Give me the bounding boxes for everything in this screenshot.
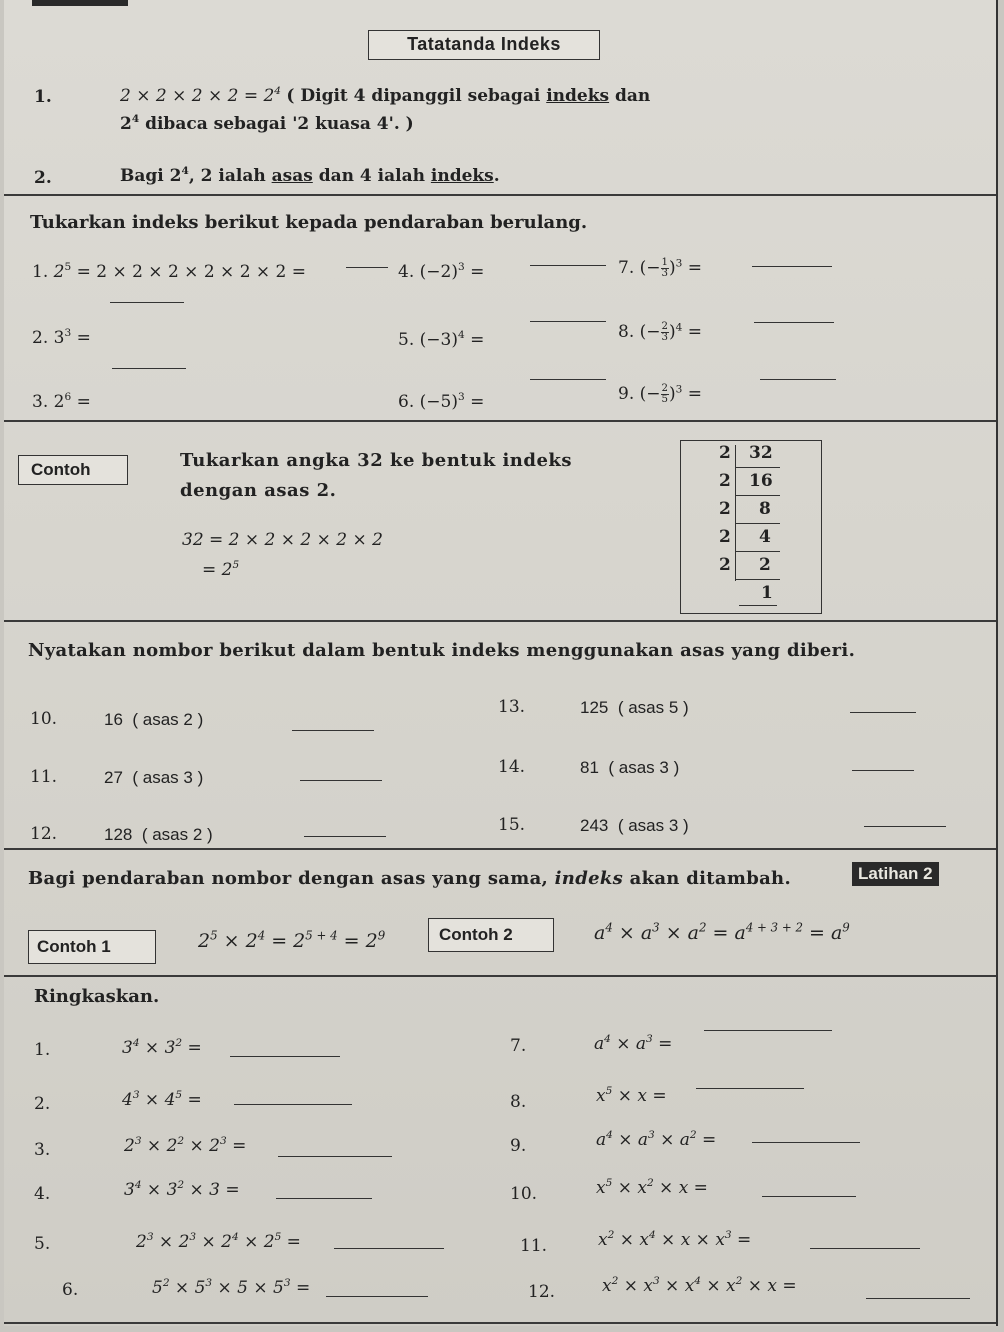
quotient: 32 [749, 443, 773, 463]
s3-num-2: 2. [34, 1094, 51, 1114]
s3-num-8: 8. [510, 1092, 527, 1112]
s3-expr-8: $x^5 \times x$ = [596, 1085, 667, 1106]
s2-item-15: 15. [498, 815, 526, 835]
answer-line[interactable] [304, 836, 386, 837]
answer-line[interactable] [234, 1104, 352, 1105]
section1-instruction: Tukarkan indeks berikut kepada pendaraban berulang. [30, 212, 588, 233]
worksheet-page [4, 0, 998, 1326]
s3-num-6: 6. [62, 1280, 79, 1300]
s3-expr-2: $4^3 \times 4^5$ = [122, 1089, 202, 1110]
example-text-2: dengan asas 2. [180, 480, 337, 501]
example-label: Contoh [31, 460, 91, 479]
s3-expr-1: $3^4 \times 3^2$ = [122, 1037, 202, 1058]
division-rule [736, 495, 780, 496]
division-bar [735, 445, 736, 581]
s1-item-5: 5. $(-3)^4$ = [398, 329, 485, 350]
divisor: 2 [719, 555, 731, 575]
example-eq-2: = $2^5$ [202, 559, 240, 580]
s1-item-1: 1. $2^5 = 2 \times 2 \times 2 \times 2 \times 2 \times 2$ = [32, 261, 307, 282]
division-rule [736, 579, 780, 580]
latihan-badge: Latihan 2 [852, 862, 939, 886]
s1-item-9: 9. (− $\frac{2}{5}$ )$^3$ = [618, 383, 702, 406]
quotient: 4 [759, 527, 771, 547]
divider [4, 1322, 996, 1324]
page-title: Tatatanda Indeks [407, 34, 561, 54]
divisor: 2 [719, 443, 731, 463]
answer-line[interactable] [752, 1142, 860, 1143]
s1-item-3: 3. $2^6$ = [32, 391, 91, 412]
answer-line[interactable] [754, 322, 834, 323]
top-edge-mark [32, 0, 128, 6]
s2-item-11: 11. [30, 767, 58, 787]
answer-line[interactable] [530, 379, 606, 380]
s3-expr-5: $2^3 \times 2^3 \times 2^4 \times 2^5$ = [136, 1231, 301, 1252]
quotient: 16 [749, 471, 773, 491]
s2-item-13-value: 125 ( asas 5 ) [580, 698, 689, 717]
s3-num-9: 9. [510, 1136, 527, 1156]
divisor: 2 [719, 471, 731, 491]
answer-line[interactable] [866, 1298, 970, 1299]
s3-num-11: 11. [520, 1236, 548, 1256]
example-label-box [18, 455, 128, 485]
intro-line-1: $2 \times 2 \times 2 \times 2 = 2^4$ ( Digit 4 dipanggil sebagai indeks dan [120, 85, 651, 106]
s2-item-12-value: 128 ( asas 2 ) [104, 825, 213, 844]
intro-line-2: $2^4$ dibaca sebagai '2 kuasa 4'. ) [120, 113, 414, 134]
s2-item-10: 10. [30, 709, 58, 729]
divisor: 2 [719, 527, 731, 547]
s3-expr-4: $3^4 \times 3^2 \times 3$ = [124, 1179, 240, 1200]
s2-item-15-value: 243 ( asas 3 ) [580, 816, 689, 835]
example-eq-1: 32 = 2 × 2 × 2 × 2 × 2 [182, 530, 383, 550]
answer-line[interactable] [278, 1156, 392, 1157]
contoh1-box [28, 930, 156, 964]
section2-instruction: Nyatakan nombor berikut dalam bentuk indeks menggunakan asas yang diberi. [28, 640, 856, 661]
s3-expr-12: $x^2 \times x^3 \times x^4 \times x^2 \times x$ = [602, 1275, 797, 1296]
s1-item-8: 8. (− $\frac{2}{3}$ )$^4$ = [618, 321, 702, 344]
answer-line[interactable] [760, 379, 836, 380]
division-rule [736, 467, 780, 468]
intro-note: ( Digit 4 dipanggil sebagai [286, 86, 547, 106]
answer-line[interactable] [696, 1088, 804, 1089]
s1-item-4: 4. $(-2)^3$ = [398, 261, 485, 282]
division-rule [736, 551, 780, 552]
s3-num-3: 3. [34, 1140, 51, 1160]
answer-line[interactable] [530, 321, 606, 322]
example-text-1: Tukarkan angka 32 ke bentuk indeks [180, 450, 573, 471]
contoh2-expr: $a^4 \times a^3 \times a^2 = a^{4 + 3 + 2} = a^9$ [594, 920, 850, 944]
s2-item-14-value: 81 ( asas 3 ) [580, 758, 680, 777]
answer-line[interactable] [110, 302, 184, 303]
s3-expr-3: $2^3 \times 2^2 \times 2^3$ = [124, 1135, 247, 1156]
s3-num-7: 7. [510, 1036, 527, 1056]
division-ladder [680, 440, 822, 614]
s3-num-5: 5. [34, 1234, 51, 1254]
quotient: 2 [759, 555, 771, 575]
answer-line[interactable] [530, 265, 606, 266]
contoh1-expr: $2^5 \times 2^4 = 2^{5 + 4} = 2^9$ [198, 928, 386, 952]
quotient: 8 [759, 499, 771, 519]
answer-line[interactable] [112, 368, 186, 369]
answer-line[interactable] [300, 780, 382, 781]
divider [4, 420, 996, 422]
s3-expr-6: $5^2 \times 5^3 \times 5 \times 5^3$ = [152, 1277, 311, 1298]
answer-line[interactable] [850, 712, 916, 713]
title-box [368, 30, 600, 60]
divider [4, 194, 996, 196]
division-rule [739, 605, 777, 606]
intro-num-1: 1. [34, 87, 52, 107]
divisor: 2 [719, 499, 731, 519]
contoh2-label: Contoh 2 [439, 925, 513, 944]
answer-line[interactable] [334, 1248, 444, 1249]
s3-num-12: 12. [528, 1282, 556, 1302]
s2-item-10-value: 16 ( asas 2 ) [104, 710, 204, 729]
division-rule [736, 523, 780, 524]
answer-line[interactable] [864, 826, 946, 827]
answer-line[interactable] [230, 1056, 340, 1057]
intro-expr: 2 × 2 × 2 × 2 = 2 [120, 86, 275, 106]
s2-item-13: 13. [498, 697, 526, 717]
s3-expr-9: $a^4 \times a^3 \times a^2$ = [596, 1129, 717, 1150]
s3-expr-11: $x^2 \times x^4 \times x \times x^3$ = [598, 1229, 752, 1250]
s1-item-2: 2. $3^3$ = [32, 327, 91, 348]
s3-num-1: 1. [34, 1040, 51, 1060]
contoh2-box [428, 918, 554, 952]
divider [4, 848, 996, 850]
s2-item-11-value: 27 ( asas 3 ) [104, 768, 204, 787]
section3-instruction: Ringkaskan. [34, 986, 160, 1007]
section3-rule: Bagi pendaraban nombor dengan asas yang sama, indeks akan ditambah. [28, 868, 792, 889]
answer-line[interactable] [346, 267, 388, 268]
s3-num-4: 4. [34, 1184, 51, 1204]
s3-num-10: 10. [510, 1184, 538, 1204]
divider [4, 620, 996, 622]
quotient: 1 [761, 583, 773, 603]
answer-line[interactable] [326, 1296, 428, 1297]
answer-line[interactable] [752, 266, 832, 267]
s3-expr-10: $x^5 \times x^2 \times x$ = [596, 1177, 708, 1198]
s1-item-7: 7. (− $\frac{1}{3}$ )$^3$ = [618, 257, 702, 280]
intro-line-3: Bagi $2^4$, 2 ialah asas dan 4 ialah indeks. [120, 165, 500, 186]
s2-item-14: 14. [498, 757, 526, 777]
s2-item-12: 12. [30, 824, 58, 844]
answer-line[interactable] [810, 1248, 920, 1249]
s3-expr-7: $a^4 \times a^3$ = [594, 1033, 673, 1054]
answer-line[interactable] [292, 730, 374, 731]
answer-line[interactable] [762, 1196, 856, 1197]
divider [4, 975, 996, 977]
answer-line[interactable] [704, 1030, 832, 1031]
s1-item-6: 6. $(-5)^3$ = [398, 391, 485, 412]
answer-line[interactable] [276, 1198, 372, 1199]
contoh1-label: Contoh 1 [37, 937, 111, 956]
answer-line[interactable] [852, 770, 914, 771]
intro-num-2: 2. [34, 168, 52, 188]
